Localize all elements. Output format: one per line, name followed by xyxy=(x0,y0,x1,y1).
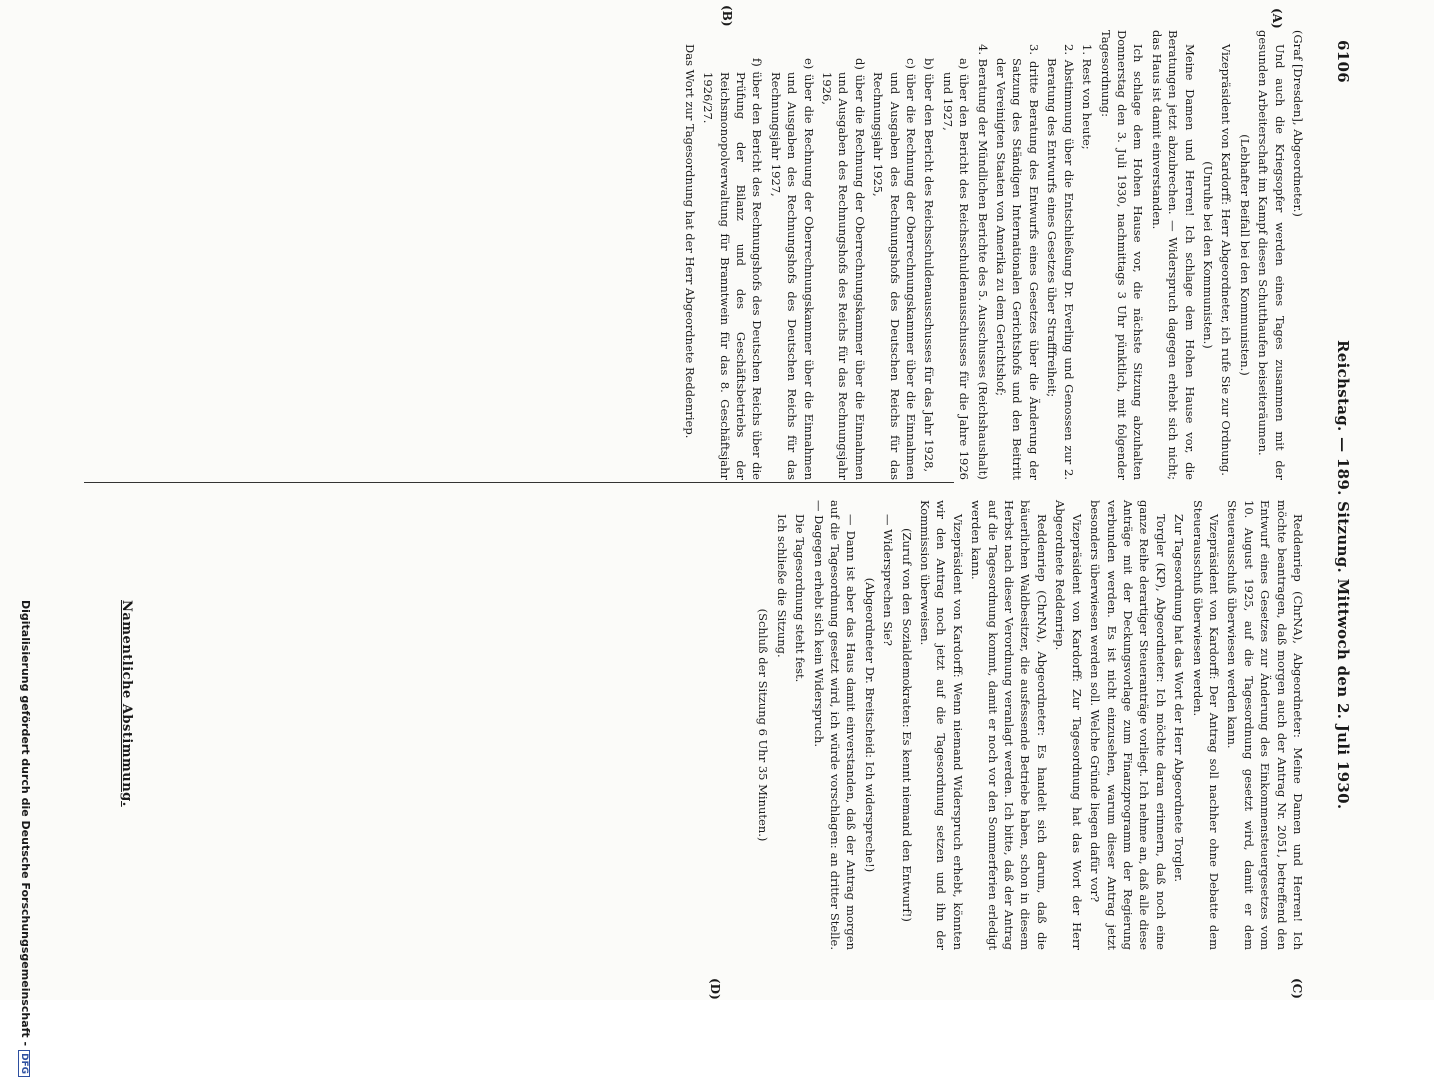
agenda-item: 3. dritte Beratung des Entwurfs eines Gesetzes über die Änderung der Satzung des Ständigen Internationalen Gerichtshofs und den Beitritt der Vereinigten Staaten von Amerika zu dem Gerichtshof; xyxy=(994,44,1041,480)
margin-marker-c: (C) xyxy=(1290,978,1304,999)
interjection: (Abgeordneter Dr. Breitscheid: Ich widerspreche!) xyxy=(862,577,877,873)
agenda-subitem: f) über den Bericht des Rechnungshofs des Deutschen Reichs über die Prüfung der Bilanz und des Geschäftsbetriebs der Reichsmonopolverwaltung für Branntwein für das 8. Geschäftsjahr 1926/27. xyxy=(701,58,765,480)
paragraph: — Dann ist aber das Haus damit einverstanden, daß der Antrag morgen auf die Tagesordnung gesetzt wird, ich würde vorschlagen: an dritter Stelle. — Dagegen erhebt sich kein Widerspruch. xyxy=(811,500,859,950)
agenda-subitem: a) über den Bericht des Reichsschuldenausschusses für die Jahre 1926 und 1927, xyxy=(940,58,972,480)
left-column xyxy=(679,30,1306,480)
page-number: 6106 xyxy=(1334,40,1352,83)
paragraph: (Graf [Dresden], Abgeordneter.) xyxy=(1291,30,1305,217)
page-title: Reichstag. — 189. Sitzung. Mittwoch den 2. Juli 1930. xyxy=(1334,340,1352,810)
paragraph: Vizepräsident von Kardorff: Zur Tagesordnung hat das Wort der Herr Abgeordnete Reddenriep. xyxy=(1053,500,1084,950)
agenda-item: 2. Abstimmung über die Entschließung Dr. Everling und Genossen zur 2. Beratung des Entwurfs eines Gesetzes über Strafffreiheit; xyxy=(1045,44,1076,480)
column-divider xyxy=(84,482,954,483)
paragraph: Die Tagesordnung steht fest. xyxy=(793,514,808,683)
interjection: (Lebhafter Beifall bei den Kommunisten.) xyxy=(1237,134,1252,376)
agenda-subitem: b) über den Bericht des Reichsschuldenausschusses für das Jahr 1928, xyxy=(922,58,937,473)
agenda-item: 1. Rest von heute; xyxy=(1080,44,1095,150)
margin-marker-d: (D) xyxy=(708,978,722,1000)
interjection: (Schluß der Sitzung 6 Uhr 35 Minuten.) xyxy=(756,608,771,842)
paragraph: Vizepräsident von Kardorff: Herr Abgeordneter, ich rufe Sie zur Ordnung. xyxy=(1219,44,1234,476)
paragraph: Ich schließe die Sitzung. xyxy=(774,514,789,658)
agenda-subitem: c) über die Rechnung der Oberrechnungskammer über die Einnahmen und Ausgaben des Rechnungshofs des Deutschen Reichs für das Rechnungsjahr 1925, xyxy=(871,58,919,480)
agenda-item: 4. Beratung der Mündlichen Berichte des 5. Ausschusses (Reichshaushalt) xyxy=(975,44,990,480)
interjection: (Zuruf von den Sozialdemokraten: Es kennt niemand den Entwurf!) xyxy=(899,528,914,922)
paragraph: Meine Damen und Herren! Ich schlage dem Hohen Hause vor, die Beratungen jetzt abzubrechen. — Widerspruch dagegen erhebt sich nicht; das Haus ist damit einverstanden. xyxy=(1149,30,1197,480)
margin-marker-b: (B) xyxy=(720,5,734,27)
margin-marker-a: (A) xyxy=(1270,8,1284,29)
footer-heading: Namentliche Abstimmung. xyxy=(119,600,134,807)
paragraph: Vizepräsident von Kardorff: Wenn niemand Widerspruch erhebt, könnten wir den Antrag noch jetzt auf die Tagesordnung setzen und ihn der Kommission überweisen. xyxy=(918,500,965,950)
right-column xyxy=(753,500,1306,950)
paragraph: Reddenriep (ChrNA), Abgeordneter: Meine Damen und Herren! Ich möchte beantragen, daß morgen auch der Antrag Nr. 2051, betreffend den Entwurf eines Gesetzes zur Änderung des Einkommensteuergesetzes vom 10. August 1925, auf die Tagesordnung gesetzt wird, damit er dem Steuerausschuß überwiesen werden kann. xyxy=(1225,500,1305,950)
interjection: (Unruhe bei den Kommunisten.) xyxy=(1200,161,1215,349)
paragraph: Das Wort zur Tagesordnung hat der Herr Abgeordnete Reddenriep. xyxy=(682,44,697,439)
digitization-note-text: Digitalisierung gefördert durch die Deutsche Forschungsgemeinschaft - xyxy=(19,600,32,1047)
paragraph: Zur Tagesordnung hat das Wort der Herr Abgeordnete Torgler. xyxy=(1172,514,1187,882)
agenda-subitem: d) über die Rechnung der Oberrechnungskammer über die Einnahmen und Ausgaben des Rechnungshofs des Reichs für das Rechnungsjahr 1926, xyxy=(820,58,867,480)
paragraph: Vizepräsident von Kardorff: Der Antrag soll nachher ohne Debatte dem Steuerausschuß überwiesen werden. xyxy=(1190,500,1221,950)
agenda-subitem: e) über die Rechnung der Oberrechnungskammer über die Einnahmen und Ausgaben des Rechnungshofs des Deutschen Reichs für das Rechnungsjahr 1927, xyxy=(768,58,816,480)
paragraph: Ich schlage dem Hohen Hause vor, die nächste Sitzung abzuhalten Donnerstag den 3. Juli 1930, nachmittags 3 Uhr pünktlich, mit folgender Tagesordnung: xyxy=(1098,30,1146,480)
paragraph: Und auch die Kriegsopfer werden eines Tages zusammen mit der gesunden Arbeiterschaft im Kampf diesen Schutthaufen beiseiteräumen. xyxy=(1256,30,1287,480)
paragraph: Torgler (KP), Abgeordneter: Ich möchte daran erinnern, daß noch eine ganze Reihe derartiger Steueranträge vorliegt. Ich nehme an, daß alle diese Anträge mit der Deckungsvorlage zum Finanzprogramm der Regierung verbunden werden. Es ist nicht einzusehen, warum dieser Antrag jetzt besonders überwiesen werden soll. Welche Gründe liegen dafür vor? xyxy=(1088,500,1168,950)
paragraph: — Widersprechen Sie? xyxy=(881,514,896,646)
paragraph: Reddenriep (ChrNA), Abgeordneter: Es handelt sich darum, daß die bäuerlichen Waldbesitzer, die ausfessende Betriebe haben, schon in diesem Herbst nach dieser Verordnung veranlagt werden. Ich bitte, daß der Antrag auf die Tagesordnung kommt, damit er noch vor den Sommerferien erledigt werden kann. xyxy=(969,500,1049,950)
dfg-logo-icon: DFG xyxy=(18,1050,30,1077)
digitization-note xyxy=(18,600,32,1075)
